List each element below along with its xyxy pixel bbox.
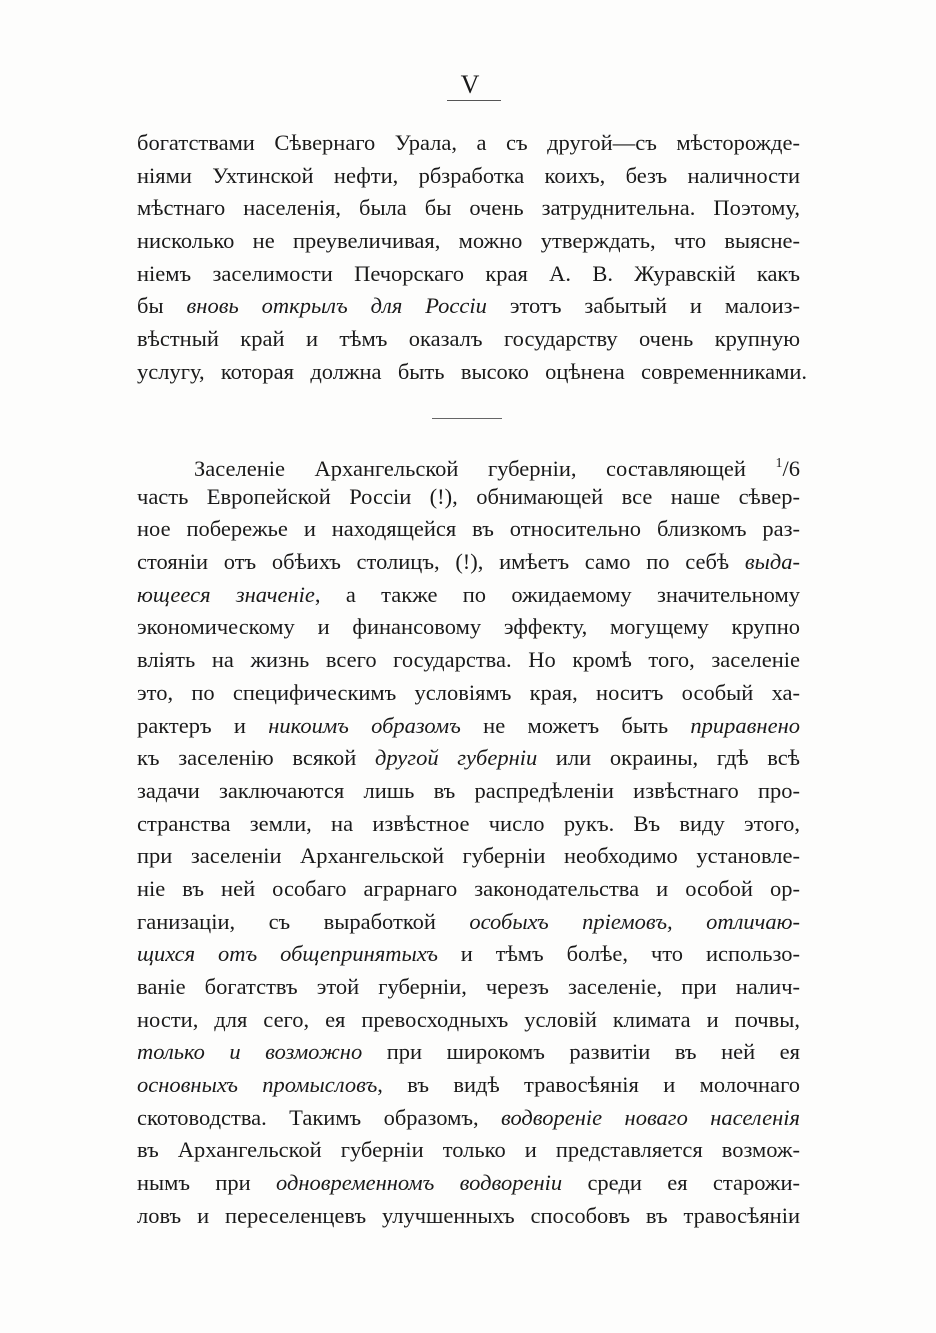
- text-segment: при заселеніи Архангельской губерніи необходимо установле-: [137, 843, 800, 869]
- italic-segment: основныхъ промысловъ: [137, 1072, 378, 1098]
- text-segment: , въ видѣ травосѣянія и молочнаго: [377, 1072, 800, 1098]
- text-line: [137, 1004, 800, 1037]
- text-line: [137, 579, 800, 612]
- header-rule: [447, 100, 501, 101]
- text-segment: скотоводства. Такимъ образомъ,: [137, 1104, 501, 1130]
- italic-segment: ющееся значеніе: [137, 581, 315, 607]
- text-segment: или окраины, гдѣ всѣ: [537, 745, 800, 771]
- italic-segment: только и возможно: [137, 1039, 363, 1065]
- text-line: [137, 258, 800, 291]
- text-line: [137, 513, 800, 546]
- text-line: [137, 323, 800, 356]
- page-number: V: [460, 70, 480, 99]
- text-segment: бы: [137, 293, 187, 319]
- text-segment: задачи заключаются лишь въ распредѣленіи извѣстнаго про-: [137, 777, 800, 803]
- text-line: [137, 873, 800, 906]
- text-line: [137, 775, 800, 808]
- text-segment: 1: [775, 456, 783, 471]
- text-line: [137, 546, 800, 579]
- italic-segment: одновременномъ водвореніи: [276, 1170, 563, 1196]
- text-line: [137, 448, 800, 481]
- text-segment: вліять на жизнь всего государства. Но кромѣ того, заселеніе: [137, 647, 800, 673]
- text-segment: ности, для сего, ея превосходныхъ условій климата и почвы,: [137, 1006, 800, 1032]
- text-segment: среди ея старожи-: [562, 1170, 800, 1196]
- text-line: [137, 938, 800, 971]
- text-line: [137, 906, 800, 939]
- italic-segment: приравнено: [690, 712, 800, 738]
- text-line: [137, 290, 800, 323]
- text-segment: часть Европейской Россіи (!), обнимающей все наше сѣвер-: [137, 483, 800, 509]
- italic-segment: особыхъ пріемовъ, отличаю-: [469, 908, 801, 934]
- text-segment: это, по специфическимъ условіямъ края, носитъ особый ха-: [137, 679, 800, 705]
- text-segment: мѣстнаго населенія, была бы очень затруднительна. Поэтому,: [137, 195, 800, 221]
- text-segment: услугу, которая должна быть высоко оцѣнена современниками.: [137, 358, 807, 384]
- italic-segment: никоимъ образомъ: [268, 712, 461, 738]
- text-segment: ніе въ ней особаго аграрнаго законодательства и особой ор-: [137, 875, 800, 901]
- text-line: [137, 611, 800, 644]
- text-line: [137, 192, 800, 225]
- text-line: [137, 644, 800, 677]
- text-segment: ваніе богатствъ этой губерніи, черезъ заселеніе, при налич-: [137, 974, 800, 999]
- text-segment: рактеръ и: [137, 712, 269, 738]
- text-line: [137, 808, 800, 841]
- text-segment: въ Архангельской губерніи только и представляется возмож-: [137, 1137, 800, 1163]
- text-line: [137, 1069, 800, 1102]
- section-separator: [432, 418, 502, 419]
- italic-segment: водвореніе новаго населенія: [500, 1104, 800, 1130]
- text-segment: при широкомъ развитіи въ ней ея: [362, 1039, 800, 1065]
- text-line: [137, 710, 800, 743]
- text-segment: ловъ и переселенцевъ улучшенныхъ способовъ въ травосѣяніи: [137, 1202, 800, 1228]
- text-line: [137, 1167, 800, 1200]
- text-segment: стояніи отъ обѣихъ столицъ, (!), имѣетъ само по себѣ: [137, 549, 745, 575]
- text-line: [137, 481, 800, 514]
- text-line: [137, 127, 800, 160]
- text-segment: ное побережье и находящейся въ относительно близкомъ раз-: [137, 516, 800, 542]
- text-line: [137, 1134, 800, 1167]
- text-segment: богатствами Сѣвернаго Урала, а съ другой—съ мѣсторожде-: [137, 130, 800, 155]
- text-segment: ніемъ заселимости Печорскаго края А. В. Журавскій какъ: [137, 260, 800, 286]
- text-segment: , а также по ожидаемому значительному: [314, 581, 800, 607]
- italic-segment: вновь открылъ для Россіи: [186, 293, 487, 319]
- text-segment: /6: [782, 456, 800, 481]
- text-segment: ніями Ухтинской нефти, рбзработка коихъ, безъ наличности: [137, 162, 800, 188]
- paragraph-1: [137, 127, 807, 389]
- text-segment: нисколько не преувеличивая, можно утверждать, что выясне-: [137, 228, 800, 254]
- text-segment: и тѣмъ болѣе, что использо-: [437, 941, 800, 967]
- text-segment: Заселеніе Архангельской губерніи, составляющей: [194, 456, 776, 481]
- text-line: [137, 160, 800, 193]
- text-segment: не можетъ быть: [460, 712, 691, 738]
- italic-segment: выда-: [744, 549, 800, 575]
- text-line: [137, 1200, 800, 1233]
- text-segment: странства земли, на извѣстное число рукъ. Въ виду этого,: [137, 810, 800, 836]
- italic-segment: другой губерніи: [374, 745, 538, 771]
- text-line: [137, 1036, 800, 1069]
- text-line: [137, 225, 800, 258]
- text-line: [137, 1102, 800, 1135]
- text-segment: ганизаціи, съ выработкой: [137, 908, 470, 934]
- text-line: [137, 971, 800, 1004]
- text-line: [137, 840, 800, 873]
- text-line: [137, 742, 800, 775]
- paragraph-2: [137, 448, 800, 1233]
- text-segment: этотъ забытый и малоиз-: [486, 293, 800, 319]
- text-line: [137, 356, 807, 389]
- text-line: [137, 677, 800, 710]
- text-segment: вѣстный край и тѣмъ оказалъ государству очень крупную: [137, 326, 800, 352]
- text-segment: экономическому и финансовому эффекту, могущему крупно: [137, 614, 800, 640]
- italic-segment: щихся отъ общепринятыхъ: [137, 941, 438, 967]
- text-segment: нымъ при: [137, 1170, 277, 1196]
- text-segment: къ заселенію всякой: [137, 745, 375, 771]
